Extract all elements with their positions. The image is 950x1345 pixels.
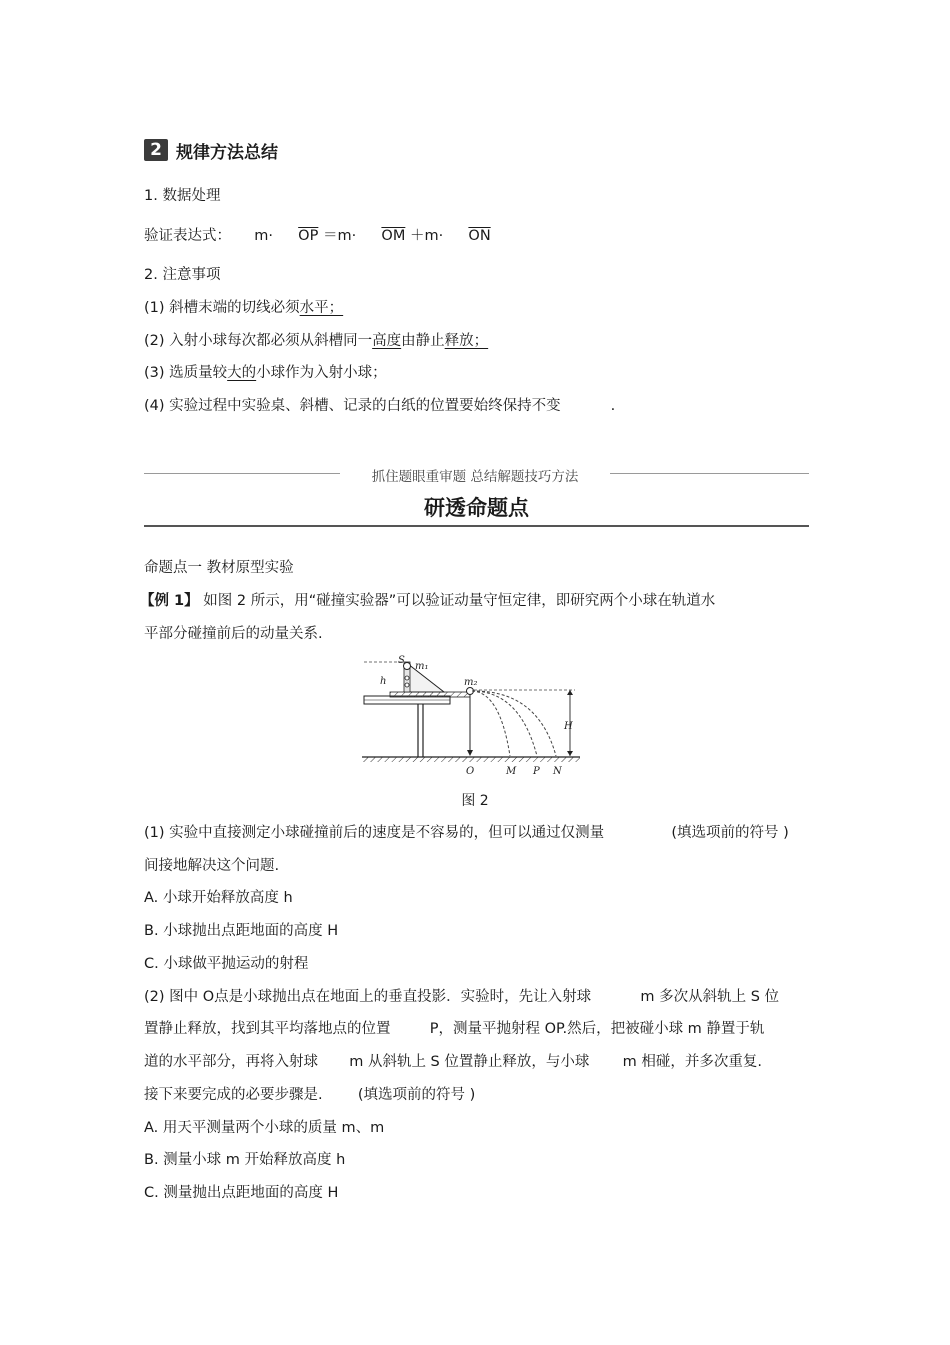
label-n: N (553, 766, 562, 777)
label-m2: m₂ (464, 677, 478, 688)
label-m: M (506, 766, 517, 777)
expr-eq-m: ＝m· (322, 228, 357, 244)
q2-option-b: B. 测量小球 m 开始释放高度 h (144, 1152, 346, 1168)
note-3-text: (3) 选质量较 (144, 365, 228, 381)
vector-op: $\overline{OP}$ (298, 228, 319, 244)
trajectory-p (472, 691, 537, 756)
q2-line-3c: m 相碰，并多次重复. (622, 1054, 762, 1070)
q2-line-2a: 置静止释放，找到其平均落地点的位置 (144, 1021, 391, 1037)
section-header (144, 138, 278, 162)
example-line-2: 平部分碰撞前后的动量关系. (144, 626, 323, 642)
q1-option-a: A. 小球开始释放高度 h (144, 890, 293, 906)
divider-rule-right (610, 473, 809, 474)
topic-heading: 命题点一 教材原型实验 (144, 560, 294, 576)
q2-line-2b: P，测量平抛射程 OP.然后，把被碰小球 m 静置于轨 (429, 1021, 765, 1037)
label-o: O (466, 766, 475, 777)
label-m1: m₁ (415, 661, 429, 672)
expression-label: 验证表达式： (144, 228, 231, 244)
q2-option-c: C. 测量抛出点距地面的高度 H (144, 1185, 339, 1201)
label-h: h (380, 676, 387, 687)
ground-hatch (362, 757, 580, 762)
q1-line-2: 间接地解决这个问题. (144, 858, 280, 874)
q1-hint: (填选项前的符号 ) (671, 825, 789, 841)
q2-line-3a: 道的水平部分，再将入射球 (144, 1054, 318, 1070)
data-processing-heading: 1. 数据处理 (144, 188, 221, 204)
title-underline (144, 525, 809, 527)
q2-line-1 (144, 987, 779, 1007)
note-4-text: (4) 实验过程中实验桌、斜槽、记录的白纸的位置要始终保持 (144, 398, 532, 414)
q1-option-b: B. 小球抛出点距地面的高度 H (144, 923, 339, 939)
note-3-suffix: 小球作为入射小球； (256, 365, 387, 381)
note-2-fill-1: 高度 (372, 333, 402, 349)
note-4 (144, 396, 615, 416)
note-4-fill: 不变 (531, 398, 561, 414)
q2-line-3 (144, 1052, 762, 1072)
divider-subtitle: 抓住题眼重审题 总结解题技巧方法 (371, 469, 579, 485)
note-1-text: (1) 斜槽末端的切线必须 (144, 300, 300, 316)
note-2 (144, 331, 488, 351)
note-2-fill-2: 释放； (444, 333, 489, 349)
vector-om: $\overline{OM}$ (381, 228, 406, 244)
note-2-text: (2) 入射小球每次都必须从斜槽同一 (144, 333, 373, 349)
note-2-mid: 由静止 (401, 333, 445, 349)
label-p: P (533, 766, 540, 777)
q2-line-1b: m 多次从斜轨上 S 位 (640, 989, 780, 1005)
example-line-1 (140, 591, 715, 611)
expr-m1: m· (254, 228, 273, 244)
note-1-fill: 水平； (299, 300, 344, 316)
note-3 (144, 363, 387, 383)
q2-line-2 (144, 1019, 764, 1039)
example-text-1: 如图 2 所示，用“碰撞实验器”可以验证动量守恒定律，即研究两个小球在轨道水 (198, 593, 716, 609)
trajectory-m (472, 691, 510, 756)
verification-expression (144, 226, 491, 246)
trajectory-n (472, 691, 556, 756)
example-tag: 【例 1】 (140, 593, 199, 609)
section-number-badge: 2 (144, 139, 168, 161)
section-big-title: 研透命题点 (424, 496, 529, 520)
q1-text: (1) 实验中直接测定小球碰撞前后的速度是不容易的，但可以通过仅测量 (144, 825, 605, 841)
note-4-end: . (610, 398, 616, 414)
label-s: S (398, 655, 405, 666)
collision-apparatus-figure (360, 652, 590, 780)
label-H: H (564, 721, 573, 732)
q2-line-4 (144, 1085, 475, 1105)
section-title: 规律方法总结 (176, 142, 278, 163)
note-3-fill: 大的 (227, 365, 257, 381)
q1-line-1 (144, 823, 789, 843)
note-1 (144, 298, 357, 318)
q2-line-4a: 接下来要完成的必要步骤是. (144, 1087, 323, 1103)
q1-option-c: C. 小球做平抛运动的射程 (144, 956, 309, 972)
q2-line-4b: (填选项前的符号 ) (357, 1087, 476, 1103)
q2-line-1a: (2) 图中 O点是小球抛出点在地面上的垂直投影．实验时，先让入射球 (144, 989, 592, 1005)
vector-on: $\overline{ON}$ (468, 228, 491, 244)
q2-option-a: A. 用天平测量两个小球的质量 m、m (144, 1120, 385, 1136)
track-base (390, 692, 470, 697)
divider-rule-left (144, 473, 340, 474)
notes-heading: 2. 注意事项 (144, 267, 221, 283)
figure-caption: 图 2 (461, 793, 489, 809)
q2-line-3b: m 从斜轨上 S 位置静止释放，与小球 (349, 1054, 590, 1070)
expr-plus-m: ＋m· (409, 228, 444, 244)
